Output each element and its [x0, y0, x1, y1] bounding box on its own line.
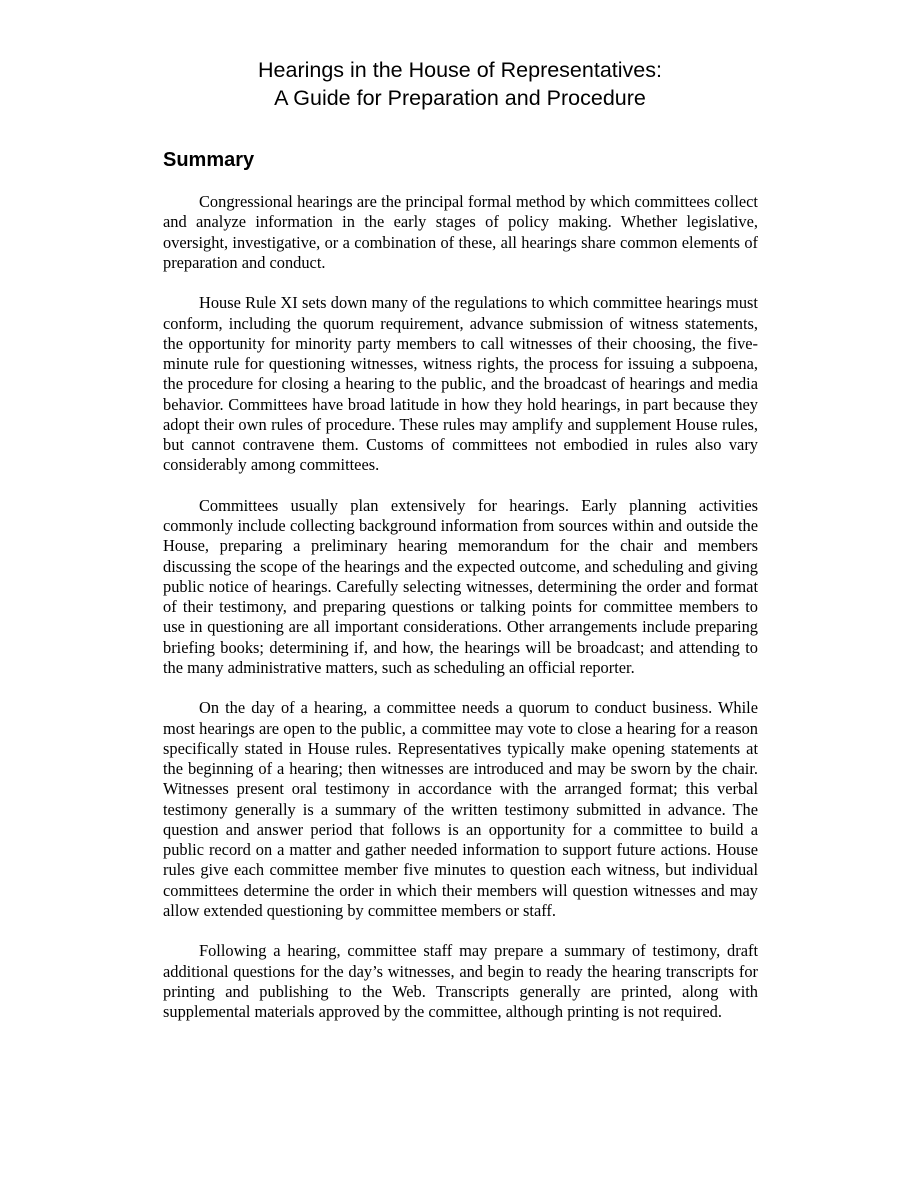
- title-line-2: A Guide for Preparation and Procedure: [274, 86, 646, 110]
- paragraph-4: On the day of a hearing, a committee needs a quorum to conduct business. While most hearings are open to the public, a committee may vote to close a hearing for a reason specifically stated in House rules. Representatives typically make opening statements at the beginning of a hearing; then witnesses are introduced and may be sworn by the chair. Witnesses present oral testimony in accordance with the arranged format; this verbal testimony generally is a summary of the written testimony submitted in advance. The question and answer period that follows is an opportunity for a committee to build a public record on a matter and gather needed information to support future actions. House rules give each committee member five minutes to question each witness, but individual committees determine the order in which their members will question witnesses and may allow extended questioning by committee members or staff.: [163, 698, 758, 920]
- paragraph-2: House Rule XI sets down many of the regulations to which committee hearings must conform, including the quorum requirement, advance submission of witness statements, the opportunity for minority party members to call witnesses of their choosing, the five-minute rule for questioning witnesses, witness rights, the process for issuing a subpoena, the procedure for closing a hearing to the public, and the broadcast of hearings and media behavior. Committees have broad latitude in how they hold hearings, in part because they adopt their own rules of procedure. These rules may amplify and supplement House rules, but cannot contravene them. Customs of committees not embodied in rules also vary considerably among committees.: [163, 293, 758, 475]
- paragraph-5: Following a hearing, committee staff may prepare a summary of testimony, draft additional questions for the day’s witnesses, and begin to ready the hearing transcripts for printing and publishing to the Web. Transcripts generally are printed, along with supplemental materials approved by the committee, although printing is not required.: [163, 941, 758, 1021]
- paragraph-3: Committees usually plan extensively for hearings. Early planning activities commonly include collecting background information from sources within and outside the House, preparing a preliminary hearing memorandum for the chair and members discussing the scope of the hearings and the expected outcome, and scheduling and giving public notice of hearings. Carefully selecting witnesses, determining the order and format of their testimony, and preparing questions or talking points for committee members to use in questioning are all important considerations. Other arrangements include preparing briefing books; determining if, and how, the hearings will be broadcast; and attending to the many administrative matters, such as scheduling an official reporter.: [163, 495, 758, 677]
- paragraph-1: Congressional hearings are the principal formal method by which committees collect and analyze information in the early stages of policy making. Whether legislative, oversight, investigative, or a combination of these, all hearings share common elements of preparation and conduct.: [163, 192, 758, 272]
- summary-body: [163, 192, 758, 1043]
- document-title: [0, 56, 920, 112]
- title-line-1: Hearings in the House of Representatives:: [258, 58, 662, 82]
- section-heading-summary: Summary: [163, 149, 255, 171]
